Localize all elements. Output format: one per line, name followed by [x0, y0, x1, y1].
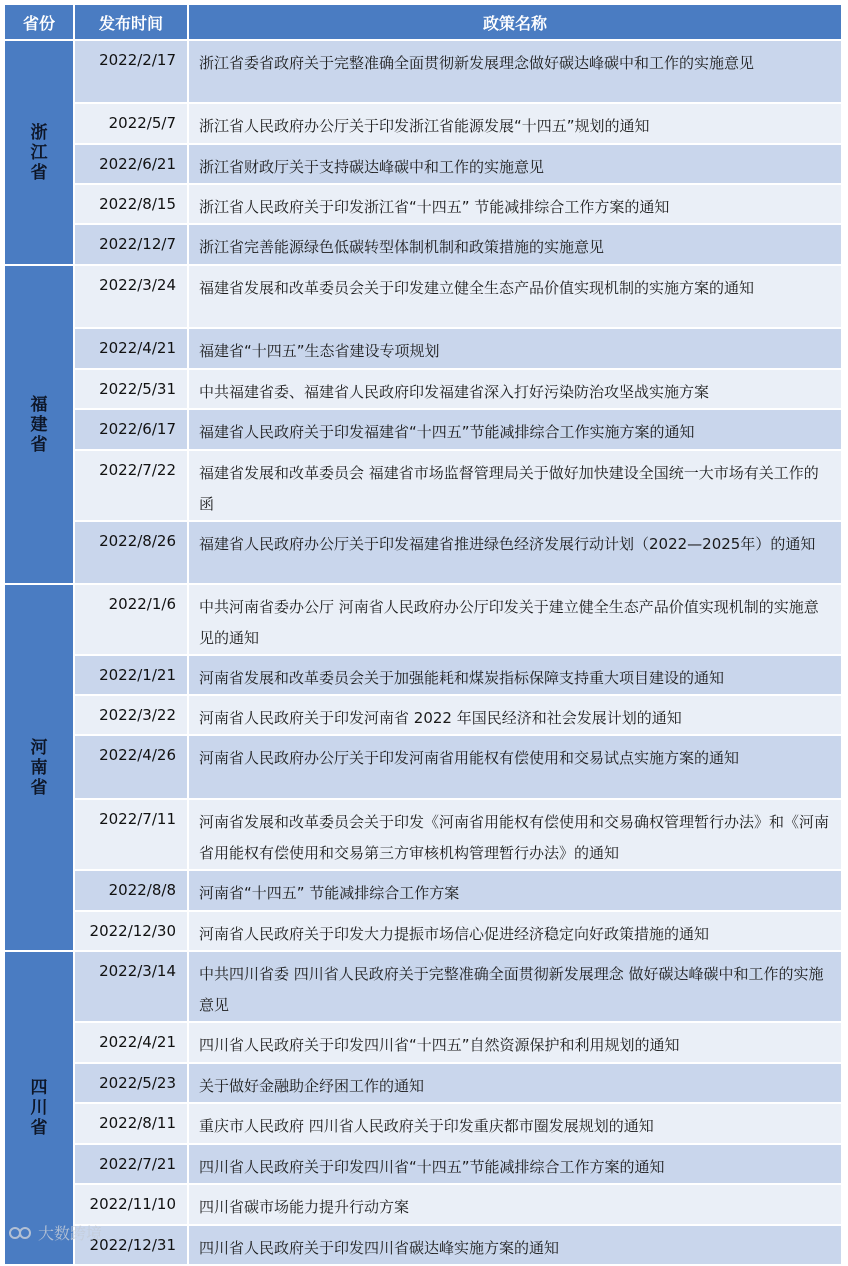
- date-cell: 2022/12/31: [74, 1225, 188, 1265]
- policy-name-cell: 河南省人民政府办公厅关于印发河南省用能权有偿使用和交易试点实施方案的通知: [188, 735, 842, 799]
- header-province: 省份: [4, 4, 74, 40]
- table-row: [4, 655, 842, 695]
- policy-table: [3, 3, 843, 1266]
- date-cell: 2022/4/21: [74, 328, 188, 369]
- table-row: [4, 1184, 842, 1225]
- policy-name-cell: 福建省发展和改革委员会关于印发建立健全生态产品价值实现机制的实施方案的通知: [188, 265, 842, 328]
- policy-name-cell: 福建省发展和改革委员会 福建省市场监督管理局关于做好加快建设全国统一大市场有关工作的函: [188, 450, 842, 521]
- province-cell: 福 建 省: [4, 265, 74, 584]
- watermark-text: 大数跨境: [38, 1224, 103, 1243]
- table-row: [4, 224, 842, 265]
- policy-name-cell: 浙江省完善能源绿色低碳转型体制机制和政策措施的实施意见: [188, 224, 842, 265]
- province-cell: 四 川 省: [4, 951, 74, 1265]
- policy-name-cell: 浙江省人民政府关于印发浙江省“十四五” 节能减排综合工作方案的通知: [188, 184, 842, 224]
- table-row: [4, 695, 842, 735]
- policy-name-cell: 四川省碳市场能力提升行动方案: [188, 1184, 842, 1225]
- policy-name-cell: 河南省“十四五” 节能减排综合工作方案: [188, 870, 842, 911]
- date-cell: 2022/8/8: [74, 870, 188, 911]
- date-cell: 2022/5/31: [74, 369, 188, 409]
- table-row: [4, 265, 842, 328]
- table-row: [4, 799, 842, 870]
- date-cell: 2022/3/14: [74, 951, 188, 1022]
- policy-name-cell: 福建省“十四五”生态省建设专项规划: [188, 328, 842, 369]
- table-row: [4, 103, 842, 144]
- policy-name-cell: 河南省人民政府关于印发大力提振市场信心促进经济稳定向好政策措施的通知: [188, 911, 842, 951]
- date-cell: 2022/7/22: [74, 450, 188, 521]
- watermark: [8, 1221, 102, 1244]
- policy-name-cell: 福建省人民政府办公厅关于印发福建省推进绿色经济发展行动计划（2022—2025年）的通知: [188, 521, 842, 584]
- date-cell: 2022/8/11: [74, 1103, 188, 1144]
- policy-name-cell: 中共福建省委、福建省人民政府印发福建省深入打好污染防治攻坚战实施方案: [188, 369, 842, 409]
- policy-name-cell: 河南省人民政府关于印发河南省 2022 年国民经济和社会发展计划的通知: [188, 695, 842, 735]
- date-cell: 2022/3/22: [74, 695, 188, 735]
- table-row: [4, 951, 842, 1022]
- date-cell: 2022/5/23: [74, 1063, 188, 1103]
- policy-name-cell: 四川省人民政府关于印发四川省碳达峰实施方案的通知: [188, 1225, 842, 1265]
- policy-name-cell: 中共四川省委 四川省人民政府关于完整准确全面贯彻新发展理念 做好碳达峰碳中和工作的实施意见: [188, 951, 842, 1022]
- date-cell: 2022/3/24: [74, 265, 188, 328]
- province-cell: 河 南 省: [4, 584, 74, 951]
- table-row: [4, 1225, 842, 1265]
- table-row: [4, 1144, 842, 1184]
- table-row: [4, 870, 842, 911]
- table-row: [4, 409, 842, 450]
- date-cell: 2022/4/26: [74, 735, 188, 799]
- policy-name-cell: 河南省发展和改革委员会关于加强能耗和煤炭指标保障支持重大项目建设的通知: [188, 655, 842, 695]
- table-row: [4, 1063, 842, 1103]
- date-cell: 2022/1/21: [74, 655, 188, 695]
- table-row: [4, 328, 842, 369]
- date-cell: 2022/12/7: [74, 224, 188, 265]
- policy-name-cell: 浙江省人民政府办公厅关于印发浙江省能源发展“十四五”规划的通知: [188, 103, 842, 144]
- policy-name-cell: 福建省人民政府关于印发福建省“十四五”节能减排综合工作实施方案的通知: [188, 409, 842, 450]
- table-row: [4, 40, 842, 103]
- policy-name-cell: 重庆市人民政府 四川省人民政府关于印发重庆都市圈发展规划的通知: [188, 1103, 842, 1144]
- header-row: [4, 4, 842, 40]
- date-cell: 2022/1/6: [74, 584, 188, 655]
- policy-name-cell: 关于做好金融助企纾困工作的通知: [188, 1063, 842, 1103]
- table-row: [4, 584, 842, 655]
- date-cell: 2022/8/15: [74, 184, 188, 224]
- policy-name-cell: 四川省人民政府关于印发四川省“十四五”节能减排综合工作方案的通知: [188, 1144, 842, 1184]
- table-row: [4, 521, 842, 584]
- province-cell: 浙 江 省: [4, 40, 74, 265]
- date-cell: 2022/12/30: [74, 911, 188, 951]
- policy-name-cell: 浙江省委省政府关于完整准确全面贯彻新发展理念做好碳达峰碳中和工作的实施意见: [188, 40, 842, 103]
- policy-name-cell: 四川省人民政府关于印发四川省“十四五”自然资源保护和利用规划的通知: [188, 1022, 842, 1063]
- watermark-logo-icon: [8, 1224, 34, 1242]
- table-row: [4, 184, 842, 224]
- date-cell: 2022/7/21: [74, 1144, 188, 1184]
- policy-name-cell: 河南省发展和改革委员会关于印发《河南省用能权有偿使用和交易确权管理暂行办法》和《河南省用能权有偿使用和交易第三方审核机构管理暂行办法》的通知: [188, 799, 842, 870]
- table-row: [4, 911, 842, 951]
- date-cell: 2022/7/11: [74, 799, 188, 870]
- date-cell: 2022/5/7: [74, 103, 188, 144]
- table-row: [4, 1022, 842, 1063]
- table-body: [4, 40, 842, 1265]
- table-row: [4, 144, 842, 184]
- date-cell: 2022/2/17: [74, 40, 188, 103]
- table-row: [4, 735, 842, 799]
- policy-name-cell: 浙江省财政厅关于支持碳达峰碳中和工作的实施意见: [188, 144, 842, 184]
- table-row: [4, 1103, 842, 1144]
- date-cell: 2022/11/10: [74, 1184, 188, 1225]
- table-row: [4, 450, 842, 521]
- policy-name-cell: 中共河南省委办公厅 河南省人民政府办公厅印发关于建立健全生态产品价值实现机制的实施意见的通知: [188, 584, 842, 655]
- header-date: 发布时间: [74, 4, 188, 40]
- table-row: [4, 369, 842, 409]
- date-cell: 2022/4/21: [74, 1022, 188, 1063]
- date-cell: 2022/6/17: [74, 409, 188, 450]
- date-cell: 2022/8/26: [74, 521, 188, 584]
- header-name: 政策名称: [188, 4, 842, 40]
- date-cell: 2022/6/21: [74, 144, 188, 184]
